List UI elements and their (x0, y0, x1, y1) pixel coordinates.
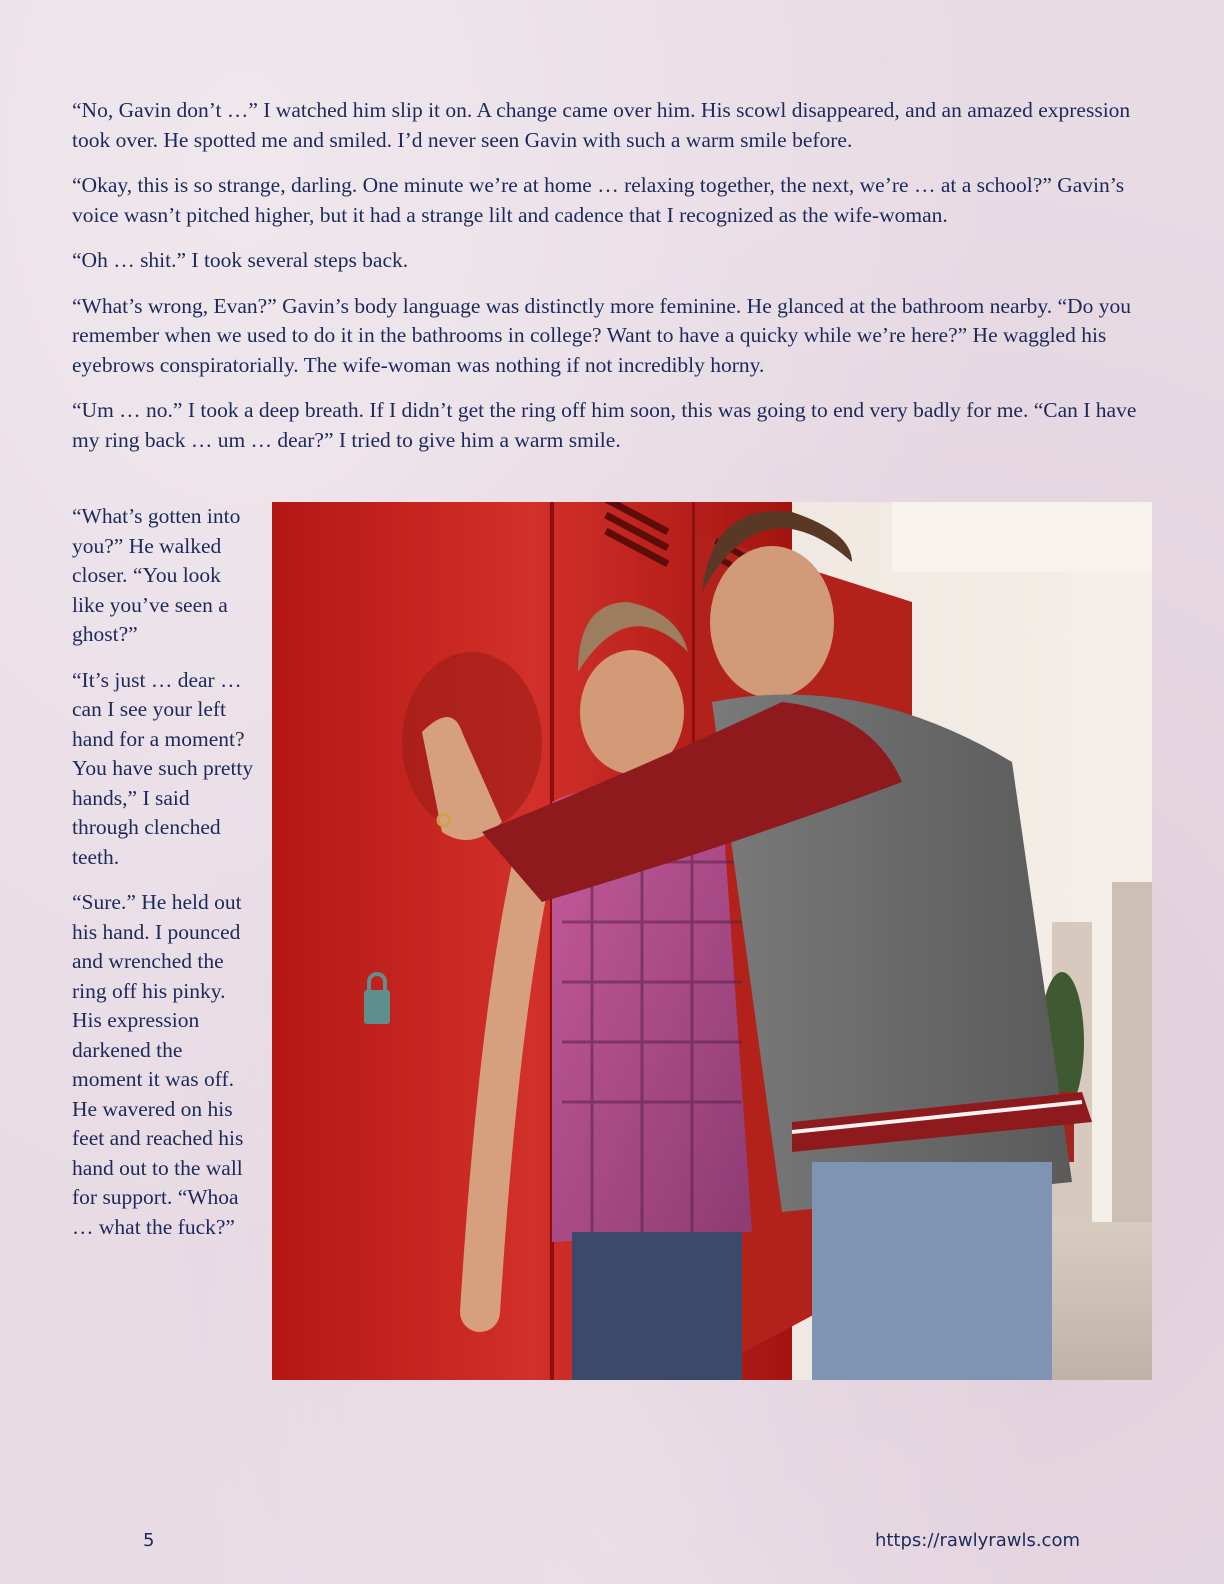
paragraph-1: “No, Gavin don’t …” I watched him slip it on. A change came over him. His scowl disappeared, and an amazed expression took over. He spotted me and smiled. I’d never seen Gavin with such a warm smile before. (72, 98, 1131, 152)
story-illustration (272, 502, 1152, 1380)
side-paragraph-2: “It’s just … dear … can I see your left hand for a moment? You have such pretty hands,” I said through clenched teeth. (72, 667, 254, 869)
paragraph-4: “What’s wrong, Evan?” Gavin’s body language was distinctly more feminine. He glanced at the bathroom nearby. “Do you remember when we used to do it in the bathrooms in college? Want to have a quicky while we’re here?” He waggled his eyebrows conspiratorially. The wife-woman was nothing if not incredibly horny. (72, 293, 1131, 377)
side-paragraph-3: “Sure.” He held out his hand. I pounced and wrenched the ring off his pinky. His expression darkened the moment it was off. He wavered on his feet and reached his hand out to the wall for support. “Whoa … what the fuck?” (72, 890, 244, 1239)
hallway-locker-scene-image (272, 502, 1152, 1380)
site-url[interactable]: https://rawlyrawls.com (874, 1530, 1080, 1551)
side-paragraph-1: “What’s gotten into you?” He walked closer. “You look like you’ve seen a ghost?” (72, 504, 241, 646)
page-number: 5 (143, 1530, 155, 1551)
illustrated-section (72, 502, 1152, 1382)
story-text (72, 96, 1152, 471)
paragraph-5: “Um … no.” I took a deep breath. If I didn’t get the ring off him soon, this was going to end very badly for me. “Can I have my ring back … um … dear?” I tried to give him a warm smile. (72, 398, 1137, 452)
paragraph-2: “Okay, this is so strange, darling. One minute we’re at home … relaxing together, the next, we’re … at a school?” Gavin’s voice wasn’t pitched higher, but it had a strange lilt and cadence that I recognized as the wife-woman. (72, 173, 1125, 227)
side-text-column (72, 502, 258, 1258)
paragraph-3: “Oh … shit.” I took several steps back. (72, 248, 409, 272)
